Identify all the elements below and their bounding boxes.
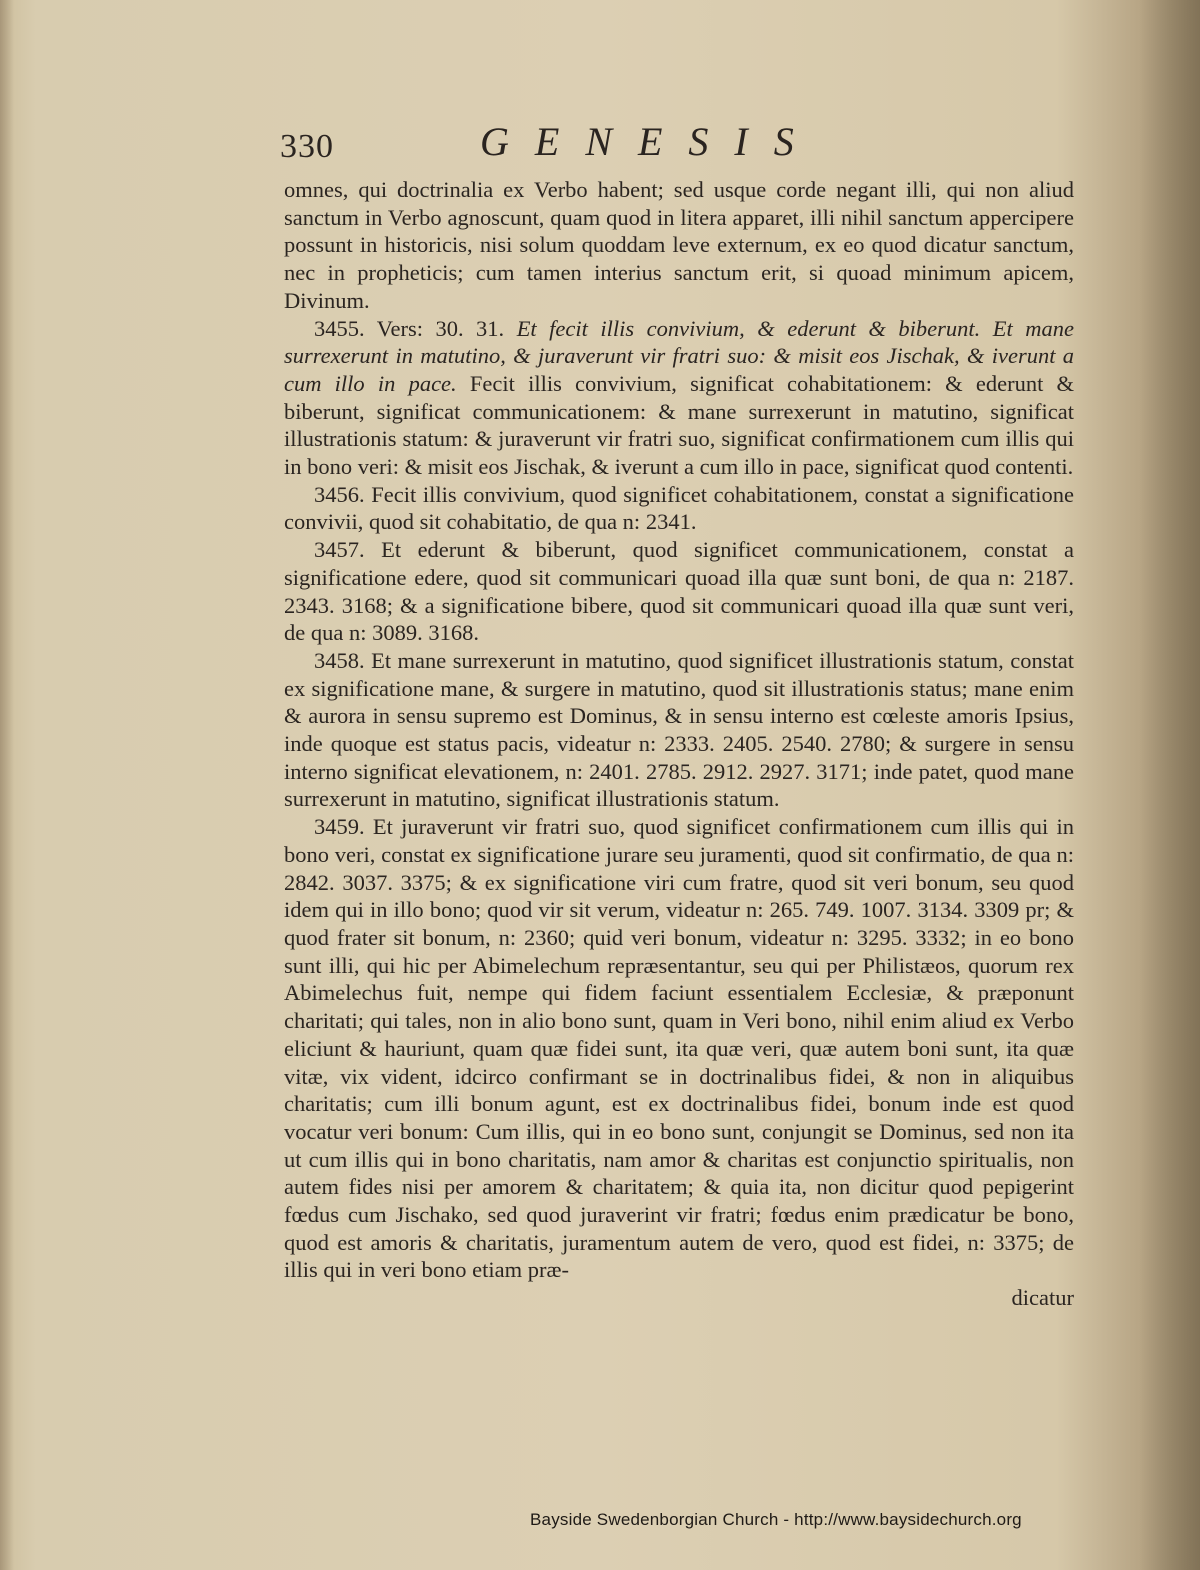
paragraph-number: 3455. Vers: 30. 31.	[314, 315, 505, 341]
paragraph-3457: 3457. Et ederunt & biberunt, quod significet communicationem, constat a significatione edere, quod sit communicari quoad illa quæ sunt boni, de qua n: 2187. 2343. 3168; & a significatione bibere, quod sit communicari quoad illa quæ sunt veri, de qua n: 3089. 3168.	[284, 537, 1074, 646]
page-number: 330	[280, 128, 334, 165]
footer-banner: Bayside Swedenborgian Church - http://www.baysidechurch.org	[530, 1510, 1022, 1529]
body-text	[284, 176, 1074, 1312]
paragraph-3458: 3458. Et mane surrexerunt in matutino, quod significet illustrationis statum, constat ex significatione mane, & surgere in matutino, quod sit illustrationis status; mane enim & aurora in sensu supremo est Dominus, & in sensu interno est cœleste amoris Ipsius, inde quoque est status pacis, videatur n: 2333. 2405. 2540. 2780; & surgere in sensu interno significat elevationem, n: 2401. 2785. 2912. 2927. 3171; inde patet, quod mane surrexerunt in matutino, significat illustrationis statum.	[284, 647, 1074, 812]
spine-shadow	[0, 0, 14, 1570]
page-header	[280, 118, 1080, 174]
paragraph-3455	[284, 315, 1074, 481]
catchword: dicatur	[1011, 1285, 1074, 1311]
running-title: GENESIS	[480, 119, 820, 164]
paragraph-3459: 3459. Et juraverunt vir fratri suo, quod significet confirmationem cum illis qui in bono veri, constat ex significatione jurare seu juramenti, quod sit confirmatio, de qua n: 2842. 3037. 3375; & ex significatione viri cum fratre, quod sit veri bonum, seu quod idem qui in illo bono; quod vir sit verum, videatur n: 265. 749. 1007. 3134. 3309 pr; & quod frater sit bonum, n: 2360; quid veri bonum, videatur n: 3295. 3332; in eo bono sunt illi, qui hic per Abimelechum repræsentantur, seu qui per Philistæos, quorum rex Abimelechus fuit, nempe qui fidem faciunt essentialem Ecclesiæ, & præponunt charitati; qui tales, non in alio bono sunt, quam in Veri bono, nihil enim aliud ex Verbo eliciunt & hauriunt, quam quæ fidei sunt, ita quæ veri, quæ autem boni sunt, ita quæ vitæ, vix vident, idcirco confirmant se in doctrinalibus fidei, & non in aliquibus charitatis; cum illi bonum agunt, est ex doctrinalibus fidei, bonum inde est quod vocatur veri bonum: Cum illis, qui in eo bono sunt, conjungit se Dominus, sed non ita ut cum illis qui in bono charitatis, nam amor & charitas est conjunctio spiritualis, non autem fides nisi per amorem & charitatem; & quia ita, non dicitur quod pepigerint fœdus cum Jischako, sed quod juraverint vir fratri; fœdus enim prædicatur be bono, quod est amoris & charitatis, juramentum autem de vero, quod est fidei, n: 3375; de illis qui in veri bono etiam præ-	[284, 814, 1074, 1283]
scripture-quote: Et fecit illis convivium, & ederunt & biberunt. Et mane surrexerunt in matutino, & juraverunt vir fratri suo: & misit eos Jischak, & iverunt a cum illo in pace.	[284, 315, 1075, 396]
page-edge-shadow	[1140, 0, 1200, 1570]
paragraph-3456: 3456. Fecit illis convivium, quod significet cohabitationem, constat a significatione convivii, quod sit cohabitatio, de qua n: 2341.	[284, 481, 1074, 535]
paragraph-continuation: omnes, qui doctrinalia ex Verbo habent; sed usque corde negant illi, qui non aliud sanctum in Verbo agnoscunt, quam quod in litera apparet, illi nihil sanctum appercipere possunt in historicis, nisi solum quoddam leve externum, ex eo quod dicatur sanctum, nec in propheticis; cum tamen interius sanctum erit, si quoad minimum apicem, Divinum.	[284, 177, 1074, 313]
paragraph-text: Fecit illis convivium, significat cohabitationem: & ederunt & biberunt, significat communicationem: & mane surrexerunt in matutino, significat illustrationis statum: & juraverunt vir fratri suo, significat confirmationem cum illis qui in bono veri: & misit eos Jischak, & iverunt a cum illo in pace, significat quod contenti.	[284, 370, 1075, 480]
